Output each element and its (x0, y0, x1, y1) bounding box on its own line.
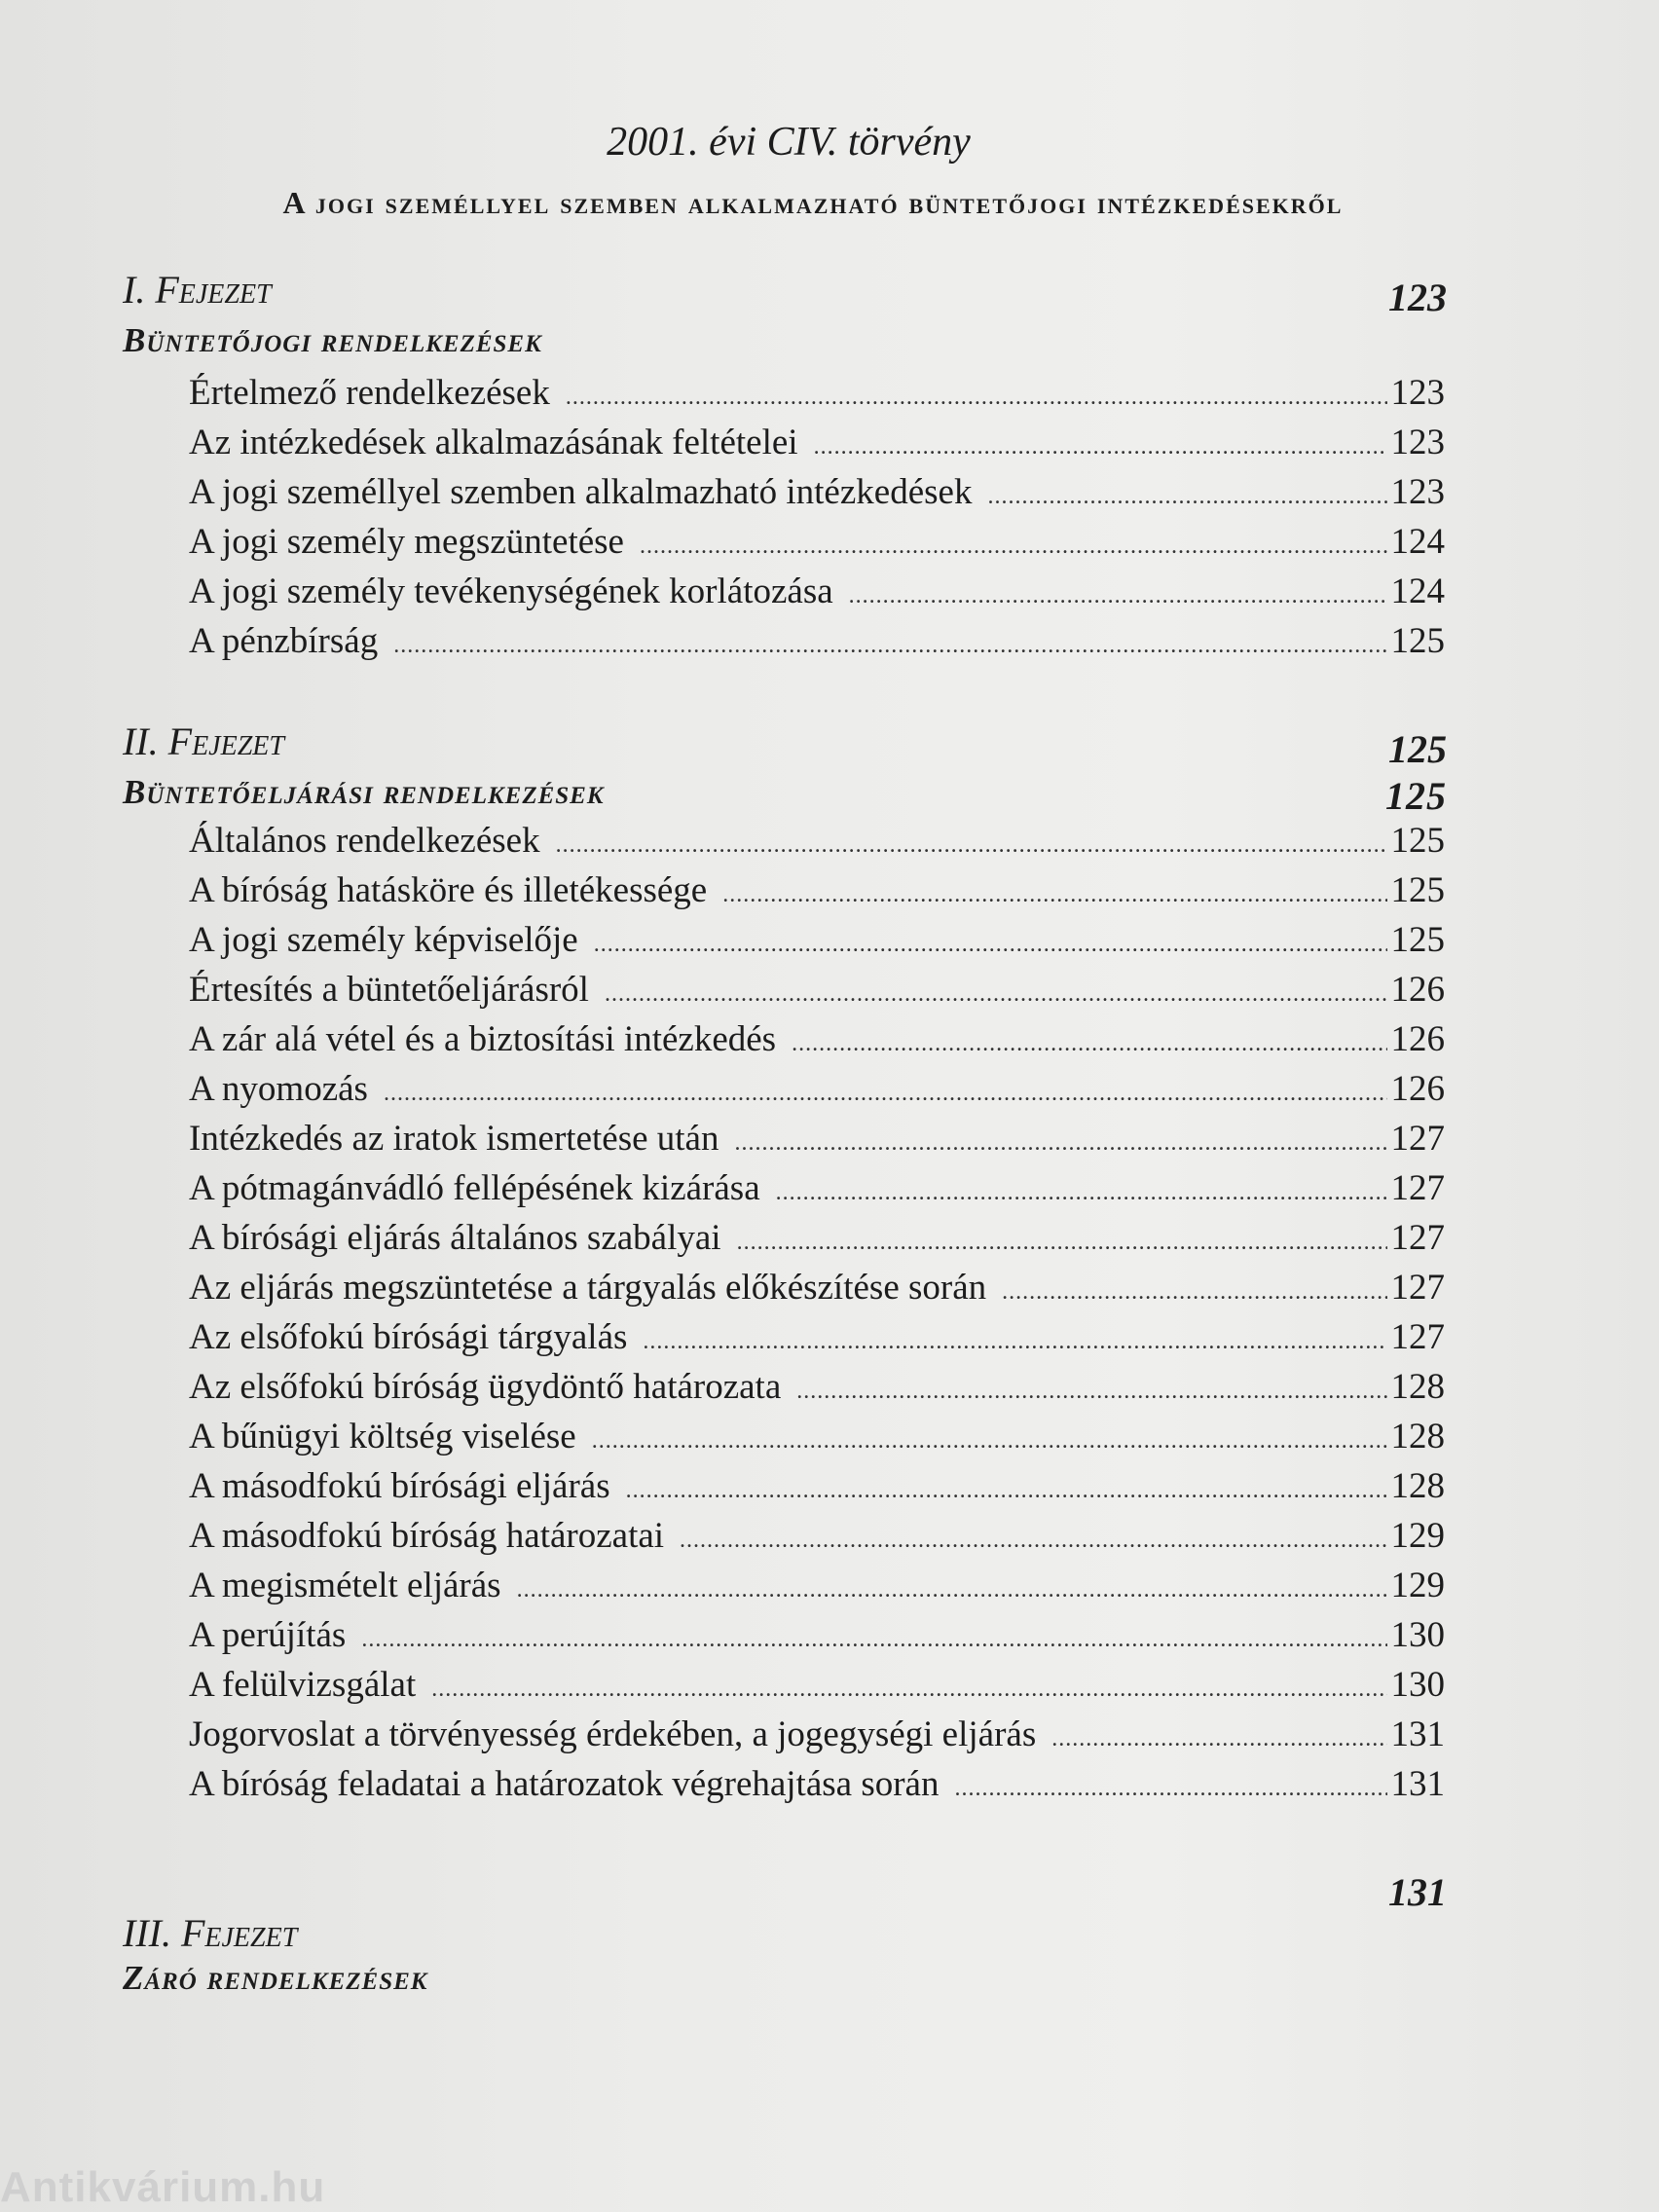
toc-entry-label: Jogorvoslat a törvényesség érdekében, a jogegységi eljárás (189, 1714, 1037, 1754)
toc-entry (189, 422, 1445, 471)
toc-entry (189, 1614, 1445, 1664)
toc-entry-page: 128 (1390, 1367, 1445, 1407)
chapter-subtitle-text: Záró rendelkezések (123, 1959, 428, 1997)
chapter-subtitle (123, 321, 1447, 360)
toc-entry-page: 128 (1390, 1466, 1445, 1506)
toc-entry-label: A megismételt eljárás (189, 1566, 501, 1605)
toc-entry-page: 131 (1390, 1714, 1445, 1754)
toc-entry (189, 620, 1445, 670)
toc-entry (189, 1416, 1445, 1465)
toc-entry-page: 130 (1390, 1665, 1445, 1705)
law-subtitle: A jogi személlyel szemben alkalmazható büntetőjogi intézkedésekről (282, 185, 1344, 220)
toc-entry (189, 521, 1445, 571)
law-title: 2001. évi CIV. törvény (607, 120, 971, 165)
chapter-title: II. Fejezet (123, 719, 284, 763)
toc-entry-label: Az eljárás megszüntetése a tárgyalás előkészítése során (189, 1268, 987, 1308)
toc-entry (189, 1118, 1445, 1167)
toc-entry-page: 128 (1390, 1417, 1445, 1456)
chapter-page: 131 (1388, 1870, 1447, 1914)
toc-entry-label: Az elsőfokú bíróság ügydöntő határozata (189, 1367, 782, 1407)
toc-entry-label: A perújítás (189, 1615, 347, 1655)
toc-leader-dots (393, 633, 1386, 659)
toc-entry (189, 869, 1445, 919)
toc-leader-dots (592, 1428, 1387, 1455)
toc-entry (189, 1565, 1445, 1614)
toc-list-chapter-1 (189, 372, 1445, 670)
toc-entry (189, 1316, 1445, 1366)
toc-entry-label: A másodfokú bíróság határozatai (189, 1516, 665, 1556)
toc-leader-dots (987, 484, 1386, 510)
chapter-subtitle-text: Büntetőeljárási rendelkezések (123, 773, 605, 811)
toc-entry-label: Általános rendelkezések (189, 821, 540, 861)
toc-entry-page: 129 (1390, 1566, 1445, 1605)
toc-entry-page: 125 (1390, 621, 1445, 661)
toc-entry (189, 1167, 1445, 1217)
toc-entry (189, 1465, 1445, 1515)
toc-leader-dots (640, 534, 1387, 560)
toc-entry-page: 126 (1390, 970, 1445, 1010)
toc-entry-label: A nyomozás (189, 1069, 368, 1109)
toc-leader-dots (643, 1329, 1386, 1355)
toc-entry (189, 1664, 1445, 1714)
toc-entry (189, 1366, 1445, 1416)
toc-entry-label: A jogi személy megszüntetése (189, 522, 624, 562)
toc-list-chapter-2 (189, 820, 1445, 1813)
toc-leader-dots (626, 1478, 1387, 1504)
toc-leader-dots (776, 1180, 1387, 1206)
toc-entry-label: A pénzbírság (189, 621, 379, 661)
toc-entry-label: Az elsőfokú bírósági tárgyalás (189, 1317, 628, 1357)
toc-leader-dots (361, 1627, 1386, 1653)
chapter-heading (123, 267, 1447, 319)
toc-entry (189, 1763, 1445, 1813)
toc-entry-page: 125 (1390, 920, 1445, 960)
toc-entry-label: A pótmagánvádló fellépésének kizárása (189, 1168, 760, 1208)
toc-leader-dots (594, 932, 1387, 958)
toc-entry-page: 123 (1390, 472, 1445, 512)
toc-leader-dots (722, 882, 1386, 908)
toc-entry (189, 919, 1445, 969)
chapter-subtitle (123, 1959, 1447, 1998)
toc-entry-label: Intézkedés az iratok ismertetése után (189, 1119, 719, 1159)
toc-leader-dots (954, 1776, 1386, 1802)
toc-entry-page: 125 (1390, 870, 1445, 910)
toc-leader-dots (566, 385, 1387, 411)
toc-entry-page: 129 (1390, 1516, 1445, 1556)
toc-entry (189, 1068, 1445, 1118)
toc-entry (189, 372, 1445, 422)
toc-entry (189, 571, 1445, 620)
toc-entry (189, 969, 1445, 1018)
toc-entry-page: 126 (1390, 1019, 1445, 1059)
toc-leader-dots (384, 1081, 1387, 1107)
toc-entry-page: 126 (1390, 1069, 1445, 1109)
toc-entry (189, 820, 1445, 869)
toc-leader-dots (1002, 1279, 1386, 1306)
chapter-title: I. Fejezet (123, 268, 272, 312)
toc-entry-label: Értelmező rendelkezések (189, 373, 550, 413)
toc-leader-dots (737, 1230, 1387, 1256)
toc-entry-page: 124 (1390, 522, 1445, 562)
chapter-page: 123 (1388, 276, 1447, 319)
toc-entry-page: 127 (1390, 1317, 1445, 1357)
watermark: Antikvárium.hu (0, 2163, 326, 2211)
toc-entry-label: A bűnügyi költség viselése (189, 1417, 576, 1456)
chapter-heading (123, 719, 1447, 771)
toc-entry (189, 1714, 1445, 1763)
toc-leader-dots (734, 1130, 1386, 1157)
toc-entry-page: 127 (1390, 1119, 1445, 1159)
toc-entry (189, 1217, 1445, 1267)
toc-leader-dots (517, 1577, 1387, 1604)
toc-entry-page: 124 (1390, 571, 1445, 611)
toc-leader-dots (680, 1528, 1386, 1554)
toc-entry-label: Értesítés a büntetőeljárásról (189, 970, 589, 1010)
toc-leader-dots (1051, 1726, 1386, 1752)
chapter-subtitle (123, 773, 1447, 818)
toc-leader-dots (431, 1677, 1386, 1703)
toc-leader-dots (556, 832, 1387, 859)
toc-entry-page: 130 (1390, 1615, 1445, 1655)
toc-entry-label: A zár alá vétel és a biztosítási intézkedés (189, 1019, 777, 1059)
toc-entry-page: 123 (1390, 423, 1445, 462)
toc-leader-dots (796, 1379, 1386, 1405)
toc-entry-label: A felülvizsgálat (189, 1665, 417, 1705)
chapter-subtitle-text: Büntetőjogi rendelkezések (123, 321, 542, 359)
toc-entry-label: A bíróság feladatai a határozatok végrehajtása során (189, 1764, 940, 1804)
toc-leader-dots (814, 434, 1387, 461)
toc-entry-page: 123 (1390, 373, 1445, 413)
toc-leader-dots (605, 981, 1387, 1008)
toc-entry (189, 1515, 1445, 1565)
toc-entry (189, 471, 1445, 521)
toc-entry-page: 131 (1390, 1764, 1445, 1804)
toc-entry-page: 127 (1390, 1268, 1445, 1308)
toc-leader-dots (792, 1031, 1386, 1057)
toc-entry-page: 127 (1390, 1168, 1445, 1208)
toc-leader-dots (849, 583, 1387, 609)
toc-entry-label: A jogi személy képviselője (189, 920, 578, 960)
chapter-subtitle-page: 125 (1385, 774, 1447, 818)
toc-entry-page: 125 (1390, 821, 1445, 861)
chapter-page: 125 (1388, 727, 1447, 771)
toc-entry-label: A másodfokú bírósági eljárás (189, 1466, 610, 1506)
toc-entry-label: A jogi személy tevékenységének korlátozása (189, 571, 833, 611)
chapter-title: III. Fejezet (123, 1911, 298, 1955)
toc-entry (189, 1018, 1445, 1068)
toc-entry-label: A bírósági eljárás általános szabályai (189, 1218, 721, 1258)
toc-entry-label: Az intézkedések alkalmazásának feltételei (189, 423, 798, 462)
toc-entry-label: A bíróság hatásköre és illetékessége (189, 870, 708, 910)
toc-entry-label: A jogi személlyel szemben alkalmazható intézkedések (189, 472, 973, 512)
toc-entry-page: 127 (1390, 1218, 1445, 1258)
toc-entry (189, 1267, 1445, 1316)
